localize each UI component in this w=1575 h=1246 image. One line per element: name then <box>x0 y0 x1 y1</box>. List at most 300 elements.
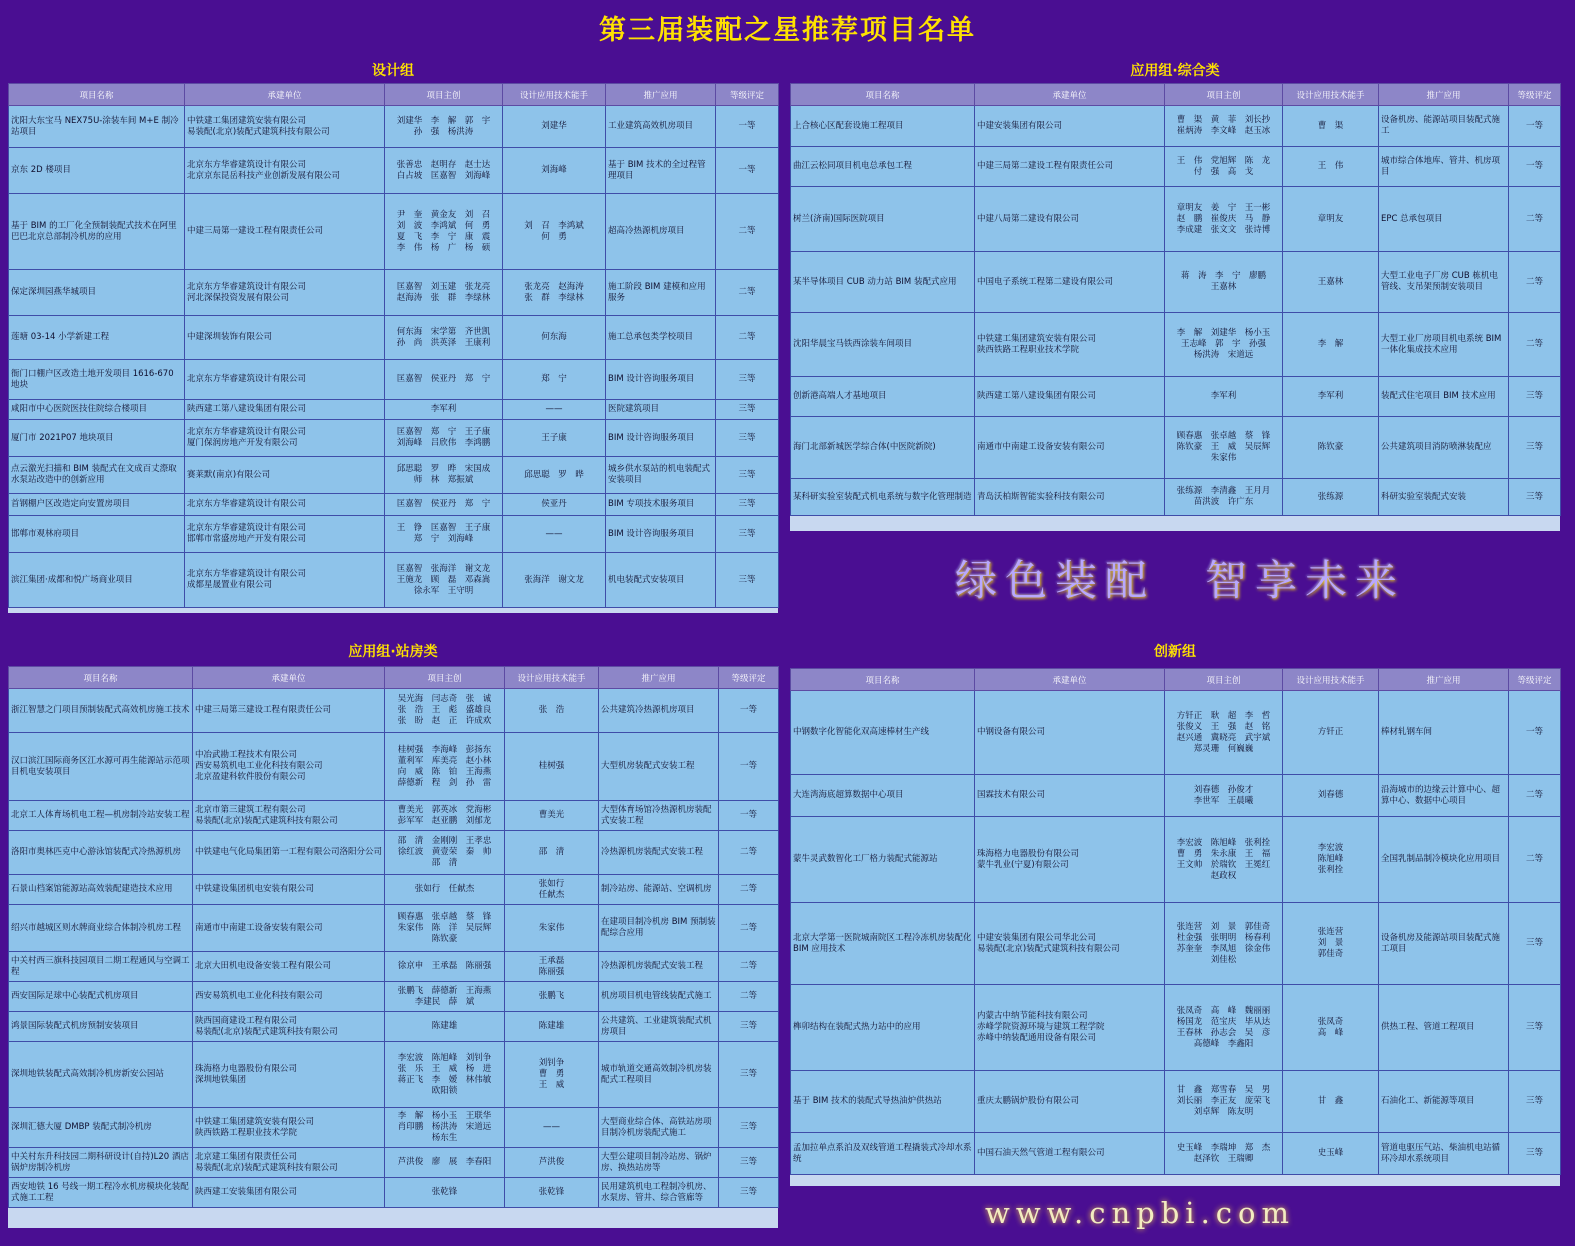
promotion-cell: 全国乳制品制冷模块化应用项目 <box>1379 817 1509 903</box>
project-name-cell: 沈阳大东宝马 NEX75U-涂装车间 M+E 制冷站项目 <box>9 106 185 148</box>
expert-cell: 王嘉林 <box>1283 252 1379 313</box>
promotion-cell: 机房项目机电管线装配式施工 <box>599 982 719 1012</box>
project-name-cell: 首钢棚户区改造定向安置房项目 <box>9 494 185 516</box>
creators-cell: 邵 清 金刚刚 王孝忠 徐红波 黄壹荣 秦 帅 邵 清 <box>385 831 505 875</box>
builder-cell: 中建安装集团有限公司 <box>975 106 1165 147</box>
section-title-application-general: 应用组·综合类 <box>1130 63 1220 79</box>
website-url: www.cnpbi.com <box>985 1196 1295 1230</box>
header-row <box>791 669 1561 691</box>
promotion-cell: 施工总承包类学校项目 <box>606 316 716 360</box>
builder-cell: 北京市第三建筑工程有限公司 易装配(北京)装配式建筑科技有限公司 <box>193 801 385 831</box>
table-row <box>791 252 1561 313</box>
grade-cell: 三等 <box>716 494 779 516</box>
project-name-cell: 衙门口棚户区改造土地开发项目 1616-670 地块 <box>9 360 185 400</box>
expert-cell: 邵 清 <box>505 831 599 875</box>
col-expert: 设计应用技术能手 <box>503 84 606 106</box>
promotion-cell: 设备机房、能源站项目装配式施工 <box>1379 106 1509 147</box>
expert-cell: 邱思聪 罗 晔 <box>503 457 606 494</box>
col-creators: 项目主创 <box>385 667 505 689</box>
table-row <box>9 148 779 194</box>
project-name-cell: 海门北部新城医学综合体(中医院新院) <box>791 417 975 479</box>
builder-cell: 陕西国商建设工程有限公司 易装配(北京)装配式建筑科技有限公司 <box>193 1012 385 1042</box>
promotion-cell: 管道电驱压气站、柴油机电站循环冷却水系统项目 <box>1379 1133 1509 1175</box>
project-name-cell: 北京大学第一医院城南院区工程冷冻机房装配化 BIM 应用技术 <box>791 903 975 985</box>
table-row <box>9 553 779 608</box>
creators-cell: 匡嘉智 郑 宁 王子康 刘海峰 吕欣伟 李鸿鹏 <box>385 420 503 457</box>
creators-cell: 尹 奎 黄金友 刘 召 刘 波 李鸿斌 何 勇 夏 飞 李 宁 康 震 李 伟 杨 广 杨 硕 <box>385 194 503 270</box>
creators-cell: 李 解 杨小玉 王联华 肖印鹏 杨洪涛 宋道远 杨东生 <box>385 1108 505 1148</box>
header-row <box>791 84 1561 106</box>
builder-cell: 南通市中南建工设备安装有限公司 <box>193 905 385 952</box>
grade-cell: 一等 <box>1509 106 1561 147</box>
grade-cell: 三等 <box>719 1042 779 1108</box>
promotion-cell: 超高冷热源机房项目 <box>606 194 716 270</box>
table-row <box>9 801 779 831</box>
promotion-cell: 公共建筑、工业建筑装配式机房项目 <box>599 1012 719 1042</box>
creators-cell: 李宏波 陈旭峰 刘钊争 张 乐 王 威 杨 进 蒋正飞 李 嫒 林伟敏 欧阳锁 <box>385 1042 505 1108</box>
table-row <box>791 377 1561 417</box>
grade-cell: 一等 <box>719 689 779 733</box>
creators-cell: 张凤奇 高 峰 魏丽丽 杨国龙 范宝庆 毕从达 王春林 孙志会 吴 彦 高德峰 李鑫阳 <box>1165 985 1283 1071</box>
creators-cell: 李 解 刘建华 杨小玉 王志峰 郭 宇 孙强 杨洪涛 宋道远 <box>1165 313 1283 377</box>
creators-cell: 张鹏飞 薛德新 王海燕 李建民 薛 斌 <box>385 982 505 1012</box>
builder-cell: 青岛沃柏斯智能实验科技有限公司 <box>975 479 1165 516</box>
grade-cell: 二等 <box>719 831 779 875</box>
builder-cell: 中铁建工集团建筑安装有限公司 陕西铁路工程职业技术学院 <box>193 1108 385 1148</box>
promotion-cell: 冷热源机房装配式安装工程 <box>599 831 719 875</box>
section-title-application-station: 应用组·站房类 <box>348 644 438 660</box>
creators-cell: 顾春惠 张卓越 蔡 锋 陈钦豪 王 威 吴辰辉 朱家伟 <box>1165 417 1283 479</box>
builder-cell: 中建三局第三建设工程有限责任公司 <box>193 689 385 733</box>
table-row <box>9 689 779 733</box>
project-name-cell: 绍兴市越城区则水牌商业综合体制冷机房工程 <box>9 905 193 952</box>
project-name-cell: 大连湾海底超算数据中心项目 <box>791 775 975 817</box>
creators-cell: 张连营 刘 景 郭佳奇 杜金强 张明明 杨春利 苏奎奎 李凤旭 徐金伟 刘佳松 <box>1165 903 1283 985</box>
promotion-cell: 科研实验室装配式安装 <box>1379 479 1509 516</box>
table-row <box>791 147 1561 187</box>
builder-cell: 赛莱默(南京)有限公司 <box>185 457 385 494</box>
slogan: 绿色装配 智享未来 <box>955 556 1406 605</box>
project-name-cell: 浙江智慧之门项目预制装配式高效机房施工技术 <box>9 689 193 733</box>
expert-cell: 王子康 <box>503 420 606 457</box>
grade-cell: 二等 <box>716 316 779 360</box>
expert-cell: 张 浩 <box>505 689 599 733</box>
builder-cell: 西安易筑机电工业化科技有限公司 <box>193 982 385 1012</box>
table-application-general <box>790 83 1560 531</box>
builder-cell: 重庆太鹏锅炉股份有限公司 <box>975 1071 1165 1133</box>
expert-cell: 刘海峰 <box>503 148 606 194</box>
promotion-cell: 民用建筑机电工程制冷机房、水泵房、管井、综合管廊等 <box>599 1178 719 1208</box>
creators-cell: 李宏波 陈旭峰 张利拴 曹 勇 朱永康 王 福 王文帅 於瑞钦 王冕红 赵政权 <box>1165 817 1283 903</box>
project-name-cell: 西安国际足球中心装配式机房项目 <box>9 982 193 1012</box>
promotion-cell: 棒材轧钢车间 <box>1379 691 1509 775</box>
promotion-cell: 冷热源机房装配式安装工程 <box>599 952 719 982</box>
expert-cell: —— <box>503 400 606 420</box>
expert-cell: 郑 宁 <box>503 360 606 400</box>
promotion-cell: 石油化工、新能源等项目 <box>1379 1071 1509 1133</box>
grade-cell: 二等 <box>716 270 779 316</box>
section-title-design: 设计组 <box>372 63 414 79</box>
creators-cell: 李军利 <box>1165 377 1283 417</box>
project-name-cell: 京东 2D 楼项目 <box>9 148 185 194</box>
builder-cell: 中铁建电气化局集团第一工程有限公司洛阳分公司 <box>193 831 385 875</box>
expert-cell: 刘钊争 曹 勇 王 威 <box>505 1042 599 1108</box>
table-row <box>9 1178 779 1208</box>
builder-cell: 南通市中南建工设备安装有限公司 <box>975 417 1165 479</box>
promotion-cell: 大型公建项目制冷站房、锅炉房、换热站房等 <box>599 1148 719 1178</box>
creators-cell: 邱思聪 罗 晔 宋国成 师 林 郑振斌 <box>385 457 503 494</box>
expert-cell: 张练源 <box>1283 479 1379 516</box>
grade-cell: 一等 <box>716 106 779 148</box>
creators-cell: 桂树强 李海峰 彭扬东 董利军 库美亮 赵小林 向 威 陈 铂 王海燕 薛德新 程 剑 孙 雷 <box>385 733 505 801</box>
builder-cell: 北京东方华睿建筑设计有限公司 成都星晟置业有限公司 <box>185 553 385 608</box>
table-row <box>791 817 1561 903</box>
col-grade: 等级评定 <box>719 667 779 689</box>
promotion-cell: 工业建筑高效机房项目 <box>606 106 716 148</box>
expert-cell: 张如行 任献杰 <box>505 875 599 905</box>
promotion-cell: 大型商业综合体、高铁站房项目制冷机房装配式施工 <box>599 1108 719 1148</box>
table-row <box>791 775 1561 817</box>
project-name-cell: 西安地铁 16 号线一期工程冷水机房模块化装配式施工工程 <box>9 1178 193 1208</box>
promotion-cell: 设备机房及能源站项目装配式施工项目 <box>1379 903 1509 985</box>
col-expert: 设计应用技术能手 <box>1283 84 1379 106</box>
project-name-cell: 某科研实验室装配式机电系统与数字化管理制造 <box>791 479 975 516</box>
creators-cell: 蒋 涛 李 宁 廖鹏 王嘉林 <box>1165 252 1283 313</box>
expert-cell: —— <box>505 1108 599 1148</box>
table-row <box>791 187 1561 252</box>
promotion-cell: BIM 设计咨询服务项目 <box>606 516 716 553</box>
creators-cell: 匡嘉智 侯亚丹 郑 宁 <box>385 494 503 516</box>
table-row <box>791 479 1561 516</box>
table-row <box>791 691 1561 775</box>
project-name-cell: 保定深圳园燕华城项目 <box>9 270 185 316</box>
project-name-cell: 石景山档案馆能源站高效装配建造技术应用 <box>9 875 193 905</box>
table-row <box>791 1071 1561 1133</box>
expert-cell: 侯亚丹 <box>503 494 606 516</box>
table-row <box>9 875 779 905</box>
builder-cell: 中国石油天然气管道工程有限公司 <box>975 1133 1165 1175</box>
col-builder: 承建单位 <box>193 667 385 689</box>
expert-cell: 张海洋 谢文龙 <box>503 553 606 608</box>
promotion-cell: 城乡供水泵站的机电装配式安装项目 <box>606 457 716 494</box>
page-title: 第三届装配之星推荐项目名单 <box>599 15 976 46</box>
project-name-cell: 滨江集团·成都和悦广场商业项目 <box>9 553 185 608</box>
grade-cell: 三等 <box>1509 1133 1561 1175</box>
header-row <box>9 667 779 689</box>
table-row <box>9 360 779 400</box>
project-name-cell: 树兰(济南)国际医院项目 <box>791 187 975 252</box>
expert-cell: 李军利 <box>1283 377 1379 417</box>
builder-cell: 中建深圳装饰有限公司 <box>185 316 385 360</box>
col-expert: 设计应用技术能手 <box>1283 669 1379 691</box>
grade-cell: 二等 <box>716 194 779 270</box>
promotion-cell: 大型工业厂房项目机电系统 BIM 一体化集成技术应用 <box>1379 313 1509 377</box>
project-name-cell: 创新港高端人才基地项目 <box>791 377 975 417</box>
table-row <box>9 516 779 553</box>
col-creators: 项目主创 <box>385 84 503 106</box>
table-row <box>9 316 779 360</box>
project-name-cell: 沈阳华晨宝马铁西涂装车间项目 <box>791 313 975 377</box>
project-name-cell: 深圳汇德大厦 DMBP 装配式制冷机房 <box>9 1108 193 1148</box>
col-builder: 承建单位 <box>975 669 1165 691</box>
project-name-cell: 榫卯结构在装配式热力站中的应用 <box>791 985 975 1071</box>
grade-cell: 二等 <box>719 982 779 1012</box>
expert-cell: 张连营 刘 景 郭佳奇 <box>1283 903 1379 985</box>
table-row <box>9 457 779 494</box>
table-row <box>791 313 1561 377</box>
expert-cell: 李宏波 陈旭峰 张利拴 <box>1283 817 1379 903</box>
expert-cell: 朱家伟 <box>505 905 599 952</box>
expert-cell: —— <box>503 516 606 553</box>
creators-cell: 刘春德 孙俊才 李世军 王晨曦 <box>1165 775 1283 817</box>
creators-cell: 徐京申 王承磊 陈丽强 <box>385 952 505 982</box>
promotion-cell: 城市轨道交通高效制冷机房装配式工程项目 <box>599 1042 719 1108</box>
expert-cell: 刘春德 <box>1283 775 1379 817</box>
creators-cell: 方钎正 耿 超 李 哲 张俊义 王 强 赵 铭 赵兴通 冀晓亮 武宇斌 郑灵珊 何巍巍 <box>1165 691 1283 775</box>
col-name: 项目名称 <box>9 84 185 106</box>
grade-cell: 二等 <box>719 905 779 952</box>
creators-cell: 王 铮 匡嘉智 王子康 郑 宁 刘海峰 <box>385 516 503 553</box>
builder-cell: 中建八局第二建设有限公司 <box>975 187 1165 252</box>
promotion-cell: 大型机房装配式安装工程 <box>599 733 719 801</box>
creators-cell: 吴光海 闫志奇 张 诚 张 浩 王 彪 盛雄良 张 盼 赵 正 许成欢 <box>385 689 505 733</box>
promotion-cell: BIM 设计咨询服务项目 <box>606 360 716 400</box>
builder-cell: 中铁建工集团建筑安装有限公司 易装配(北京)装配式建筑科技有限公司 <box>185 106 385 148</box>
creators-cell: 匡嘉智 刘玉建 张龙亮 赵海涛 张 群 李绿林 <box>385 270 503 316</box>
creators-cell: 顾春惠 张卓越 蔡 锋 朱家伟 陈 洋 吴辰辉 陈钦豪 <box>385 905 505 952</box>
builder-cell: 陕西建工安装集团有限公司 <box>193 1178 385 1208</box>
project-name-cell: 中关村东升科技园二期科研设计(自持)L20 酒店锅炉房制冷机房 <box>9 1148 193 1178</box>
expert-cell: 王 伟 <box>1283 147 1379 187</box>
project-name-cell: 点云激光扫描和 BIM 装配式在文成百丈漈取水泵站改造中的创新应用 <box>9 457 185 494</box>
grade-cell: 一等 <box>719 733 779 801</box>
table-row <box>9 831 779 875</box>
builder-cell: 陕西建工第八建设集团有限公司 <box>975 377 1165 417</box>
creators-cell: 陈建雄 <box>385 1012 505 1042</box>
promotion-cell: 装配式住宅项目 BIM 技术应用 <box>1379 377 1509 417</box>
grade-cell: 二等 <box>1509 313 1561 377</box>
expert-cell: 陈建雄 <box>505 1012 599 1042</box>
builder-cell: 北京东方华睿建筑设计有限公司 <box>185 360 385 400</box>
project-table <box>790 668 1561 1175</box>
grade-cell: 三等 <box>716 457 779 494</box>
expert-cell: 张鹏飞 <box>505 982 599 1012</box>
table-row <box>791 903 1561 985</box>
promotion-cell: 基于 BIM 技术的全过程管理项目 <box>606 148 716 194</box>
grade-cell: 一等 <box>716 148 779 194</box>
builder-cell: 陕西建工第八建设集团有限公司 <box>185 400 385 420</box>
grade-cell: 三等 <box>719 1178 779 1208</box>
promotion-cell: EPC 总承包项目 <box>1379 187 1509 252</box>
project-name-cell: 中关村西三旗科技园项目二期工程通风与空调工程 <box>9 952 193 982</box>
project-name-cell: 深圳地铁装配式高效制冷机房新安公园站 <box>9 1042 193 1108</box>
project-name-cell: 中钢数字化智能化双高速棒材生产线 <box>791 691 975 775</box>
builder-cell: 北京东方华睿建筑设计有限公司 <box>185 494 385 516</box>
col-promotion: 推广应用 <box>1379 669 1509 691</box>
promotion-cell: 大型体育场馆冷热源机房装配式安装工程 <box>599 801 719 831</box>
col-promotion: 推广应用 <box>606 84 716 106</box>
grade-cell: 三等 <box>716 360 779 400</box>
project-name-cell: 基于 BIM 的工厂化全预制装配式技术在阿里巴巴北京总部制冷机房的应用 <box>9 194 185 270</box>
promotion-cell: 医院建筑项目 <box>606 400 716 420</box>
expert-cell: 芦洪俊 <box>505 1148 599 1178</box>
table-row <box>791 106 1561 147</box>
grade-cell: 三等 <box>719 1148 779 1178</box>
project-name-cell: 孟加拉单点系泊及双线管道工程撬装式冷却水系统 <box>791 1133 975 1175</box>
grade-cell: 三等 <box>719 1108 779 1148</box>
grade-cell: 二等 <box>1509 187 1561 252</box>
builder-cell: 中铁建工集团建筑安装有限公司 陕西铁路工程职业技术学院 <box>975 313 1165 377</box>
table-row <box>9 270 779 316</box>
project-name-cell: 蒙牛灵武数智化工厂格力装配式能源站 <box>791 817 975 903</box>
col-grade: 等级评定 <box>1509 669 1561 691</box>
builder-cell: 中建安装集团有限公司华北公司 易装配(北京)装配式建筑科技有限公司 <box>975 903 1165 985</box>
promotion-cell: 大型工业电子厂房 CUB 栋机电管线、支吊架预制安装项目 <box>1379 252 1509 313</box>
table-row <box>791 417 1561 479</box>
project-name-cell: 莲塘 03-14 小学新建工程 <box>9 316 185 360</box>
creators-cell: 甘 鑫 郑雪春 吴 男 刘长丽 李正友 庞荣飞 刘卓辉 陈友明 <box>1165 1071 1283 1133</box>
table-row <box>9 106 779 148</box>
table-design <box>8 83 778 613</box>
expert-cell: 刘建华 <box>503 106 606 148</box>
creators-cell: 王 伟 党旭辉 陈 龙 付 强 高 戈 <box>1165 147 1283 187</box>
project-name-cell: 上合核心区配套设施工程项目 <box>791 106 975 147</box>
table-row <box>9 905 779 952</box>
expert-cell: 曹美光 <box>505 801 599 831</box>
creators-cell: 张练源 李清鑫 王月月 苗洪波 许广东 <box>1165 479 1283 516</box>
project-name-cell: 邯郸市观林府项目 <box>9 516 185 553</box>
table-row <box>9 952 779 982</box>
table-row <box>791 985 1561 1071</box>
expert-cell: 章明友 <box>1283 187 1379 252</box>
builder-cell: 北京东方华睿建筑设计有限公司 北京京东昆岳科技产业创新发展有限公司 <box>185 148 385 194</box>
creators-cell: 张善忠 赵明存 赵士达 白占坡 匡嘉智 刘海峰 <box>385 148 503 194</box>
expert-cell: 桂树强 <box>505 733 599 801</box>
grade-cell: 三等 <box>716 420 779 457</box>
promotion-cell: 供热工程、管道工程项目 <box>1379 985 1509 1071</box>
expert-cell: 张龙亮 赵海涛 张 群 李绿林 <box>503 270 606 316</box>
col-grade: 等级评定 <box>1509 84 1561 106</box>
table-row <box>9 420 779 457</box>
grade-cell: 二等 <box>1509 817 1561 903</box>
grade-cell: 三等 <box>1509 417 1561 479</box>
builder-cell: 珠海格力电器股份有限公司 深圳地铁集团 <box>193 1042 385 1108</box>
col-expert: 设计应用技术能手 <box>505 667 599 689</box>
grade-cell: 二等 <box>1509 775 1561 817</box>
project-name-cell: 咸阳市中心医院医技住院综合楼项目 <box>9 400 185 420</box>
creators-cell: 曹美光 郭英冰 党海彬 彭军军 赵亚鹏 刘郁龙 <box>385 801 505 831</box>
builder-cell: 北京东方华睿建筑设计有限公司 河北深保投资发展有限公司 <box>185 270 385 316</box>
promotion-cell: 公共建筑项目消防喷淋装配应 <box>1379 417 1509 479</box>
expert-cell: 方钎正 <box>1283 691 1379 775</box>
creators-cell: 刘建华 李 解 郭 宇 孙 强 杨洪涛 <box>385 106 503 148</box>
promotion-cell: 在建项目制冷机房 BIM 预制装配综合应用 <box>599 905 719 952</box>
project-name-cell: 某半导体项目 CUB 动力站 BIM 装配式应用 <box>791 252 975 313</box>
creators-cell: 张乾锋 <box>385 1178 505 1208</box>
project-name-cell: 厦门市 2021P07 地块项目 <box>9 420 185 457</box>
creators-cell: 匡嘉智 侯亚丹 郑 宁 <box>385 360 503 400</box>
grade-cell: 三等 <box>1509 903 1561 985</box>
builder-cell: 北京大田机电设备安装工程有限公司 <box>193 952 385 982</box>
promotion-cell: 制冷站房、能源站、空调机房 <box>599 875 719 905</box>
promotion-cell: 城市综合体地库、管井、机房项目 <box>1379 147 1509 187</box>
project-name-cell: 基于 BIM 技术的装配式导热油炉供热站 <box>791 1071 975 1133</box>
builder-cell: 中铁建设集团机电安装有限公司 <box>193 875 385 905</box>
grade-cell: 三等 <box>1509 1071 1561 1133</box>
expert-cell: 史玉峰 <box>1283 1133 1379 1175</box>
col-name: 项目名称 <box>9 667 193 689</box>
creators-cell: 何东海 宋学第 齐世凯 孙 尚 洪英泽 王康利 <box>385 316 503 360</box>
table-row <box>9 1012 779 1042</box>
creators-cell: 史玉峰 李瑞坤 郑 杰 赵泽钦 王瑞卿 <box>1165 1133 1283 1175</box>
table-row <box>9 494 779 516</box>
project-name-cell: 北京工人体育场机电工程—机房制冷站安装工程 <box>9 801 193 831</box>
grade-cell: 三等 <box>1509 479 1561 516</box>
builder-cell: 北京东方华睿建筑设计有限公司 邯郸市常盛房地产开发有限公司 <box>185 516 385 553</box>
expert-cell: 李 解 <box>1283 313 1379 377</box>
col-name: 项目名称 <box>791 84 975 106</box>
table-row <box>9 982 779 1012</box>
grade-cell: 三等 <box>1509 985 1561 1071</box>
grade-cell: 三等 <box>716 516 779 553</box>
expert-cell: 刘 召 李鸿斌 何 勇 <box>503 194 606 270</box>
expert-cell: 张凤奇 高 峰 <box>1283 985 1379 1071</box>
builder-cell: 中建三局第二建设工程有限责任公司 <box>975 147 1165 187</box>
builder-cell: 珠海格力电器股份有限公司 蒙牛乳业(宁夏)有限公司 <box>975 817 1165 903</box>
col-name: 项目名称 <box>791 669 975 691</box>
grade-cell: 一等 <box>1509 147 1561 187</box>
grade-cell: 二等 <box>719 875 779 905</box>
table-row <box>9 1042 779 1108</box>
promotion-cell: BIM 专项技术服务项目 <box>606 494 716 516</box>
expert-cell: 甘 鑫 <box>1283 1071 1379 1133</box>
expert-cell: 张乾锋 <box>505 1178 599 1208</box>
promotion-cell: 施工阶段 BIM 建模和应用服务 <box>606 270 716 316</box>
project-name-cell: 鸿景国际装配式机房预制安装项目 <box>9 1012 193 1042</box>
creators-cell: 芦洪俊 廖 展 李春阳 <box>385 1148 505 1178</box>
section-title-innovation: 创新组 <box>1154 644 1196 660</box>
grade-cell: 三等 <box>716 400 779 420</box>
builder-cell: 中钢设备有限公司 <box>975 691 1165 775</box>
col-creators: 项目主创 <box>1165 84 1283 106</box>
col-grade: 等级评定 <box>716 84 779 106</box>
creators-cell: 曹 渠 黄 菲 刘长抄 崔炳涛 李文峰 赵玉冰 <box>1165 106 1283 147</box>
promotion-cell: BIM 设计咨询服务项目 <box>606 420 716 457</box>
promotion-cell: 公共建筑冷热源机房项目 <box>599 689 719 733</box>
col-creators: 项目主创 <box>1165 669 1283 691</box>
project-table <box>790 83 1561 516</box>
table-row <box>9 194 779 270</box>
header-row <box>9 84 779 106</box>
creators-cell: 匡嘉智 张海洋 谢文龙 王施龙 顾 磊 邓森嵩 徐永军 王守明 <box>385 553 503 608</box>
builder-cell: 中国电子系统工程第二建设有限公司 <box>975 252 1165 313</box>
expert-cell: 曹 渠 <box>1283 106 1379 147</box>
table-row <box>9 400 779 420</box>
project-name-cell: 汉口滨江国际商务区江水源可再生能源站示范项目机电安装项目 <box>9 733 193 801</box>
builder-cell: 中建三局第一建设工程有限责任公司 <box>185 194 385 270</box>
col-builder: 承建单位 <box>185 84 385 106</box>
col-promotion: 推广应用 <box>1379 84 1509 106</box>
col-builder: 承建单位 <box>975 84 1165 106</box>
expert-cell: 何东海 <box>503 316 606 360</box>
builder-cell: 国霖技术有限公司 <box>975 775 1165 817</box>
grade-cell: 一等 <box>1509 691 1561 775</box>
builder-cell: 内蒙古中纳节能科技有限公司 赤峰学院资源环境与建筑工程学院 赤峰中纳装配通用设备有限公司 <box>975 985 1165 1071</box>
col-promotion: 推广应用 <box>599 667 719 689</box>
expert-cell: 陈钦豪 <box>1283 417 1379 479</box>
creators-cell: 章明友 姜 宁 王一彬 赵 鹏 崔俊庆 马 静 李成建 张文文 张诗博 <box>1165 187 1283 252</box>
project-name-cell: 曲江云松同项目机电总承包工程 <box>791 147 975 187</box>
